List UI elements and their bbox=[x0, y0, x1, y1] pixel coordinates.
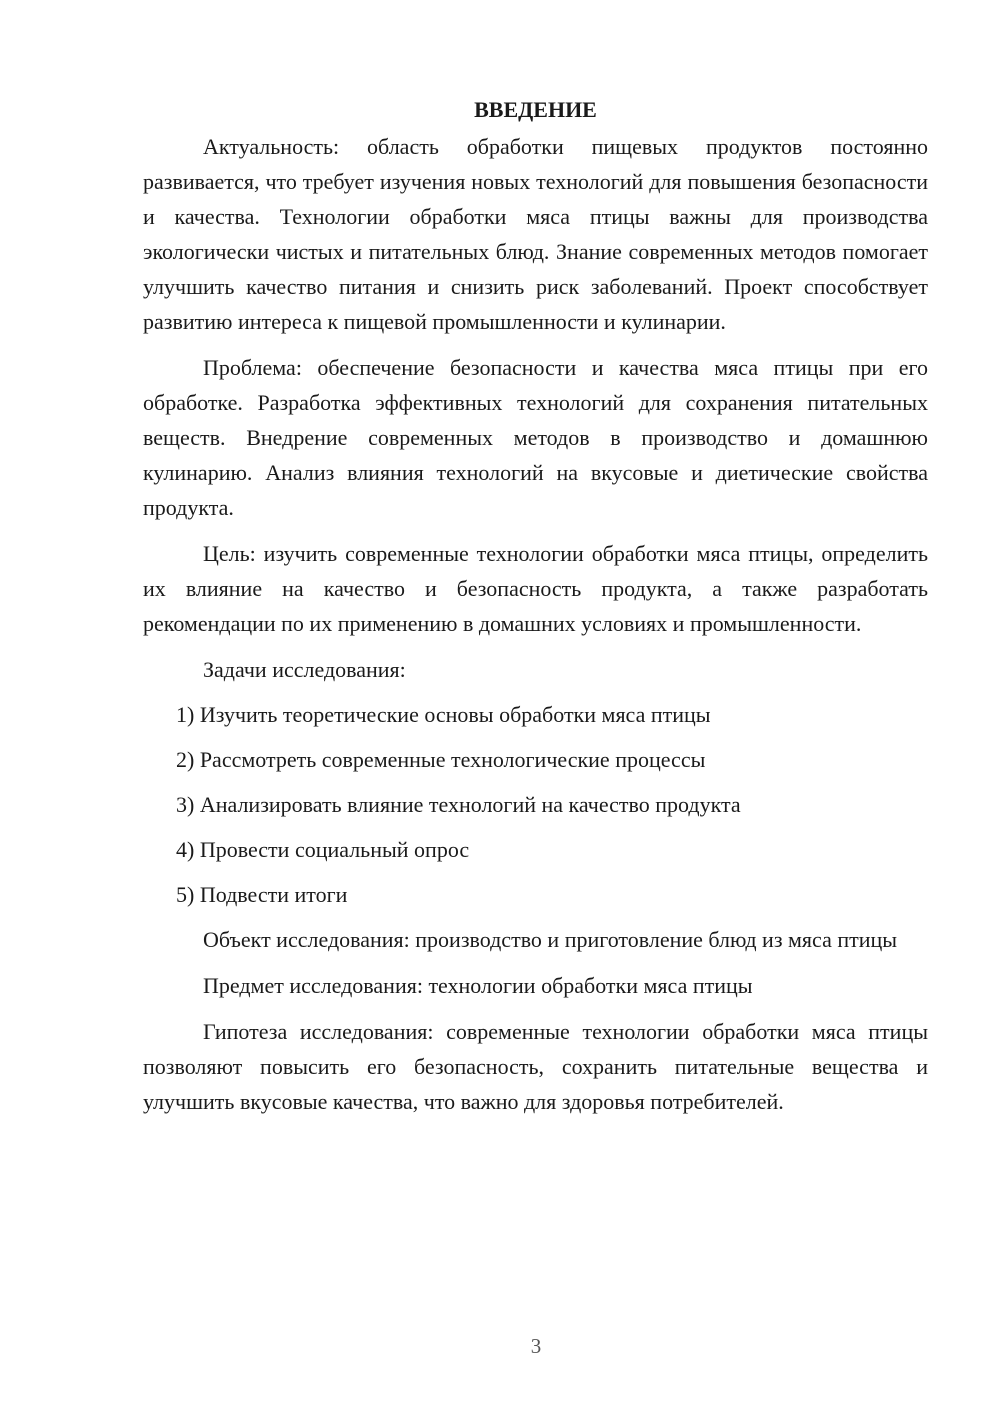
task-item: 3) Анализировать влияние технологий на качество продукта bbox=[176, 792, 741, 817]
tasks-list bbox=[143, 697, 928, 912]
tasks-heading: Задачи исследования: bbox=[203, 657, 406, 682]
goal-paragraph: Цель: изучить современные технологии обработки мяса птицы, определить их влияние на качество и безопасность продукта, а также разработать рекомендации по их применению в домашних условиях и промышленности. bbox=[143, 541, 928, 636]
task-item: 4) Провести социальный опрос bbox=[176, 837, 470, 862]
research-object-paragraph: Объект исследования: производство и приготовление блюд из мяса птицы bbox=[203, 927, 898, 952]
hypothesis-paragraph: Гипотеза исследования: современные технологии обработки мяса птицы позволяют повысить его безопасность, сохранить питательные вещества и улучшить вкусовые качества, что важно для здоровья потребителей. bbox=[143, 1019, 928, 1114]
task-item: 1) Изучить теоретические основы обработки мяса птицы bbox=[176, 702, 711, 727]
page-number: 3 bbox=[530, 1334, 542, 1358]
problem-paragraph: Проблема: обеспечение безопасности и качества мяса птицы при его обработке. Разработка эффективных технологий для сохранения питательных веществ. Внедрение современных методов в производство и домашнюю кулинарию. Анализ влияния технологий на вкусовые и диетические свойства продукта. bbox=[143, 355, 928, 520]
task-item: 2) Рассмотреть современные технологические процессы bbox=[176, 747, 706, 772]
task-item: 5) Подвести итоги bbox=[176, 882, 348, 907]
section-title: ВВЕДЕНИЕ bbox=[474, 97, 597, 122]
page-content bbox=[143, 92, 928, 1130]
research-subject-paragraph: Предмет исследования: технологии обработки мяса птицы bbox=[203, 973, 753, 998]
relevance-paragraph: Актуальность: область обработки пищевых продуктов постоянно развивается, что требует изучения новых технологий для повышения безопасности и качества. Технологии обработки мяса птицы важны для производства экологически чистых и питательных блюд. Знание современных методов помогает улучшить качество питания и снизить риск заболеваний. Проект способствует развитию интереса к пищевой промышленности и кулинарии. bbox=[143, 134, 928, 334]
